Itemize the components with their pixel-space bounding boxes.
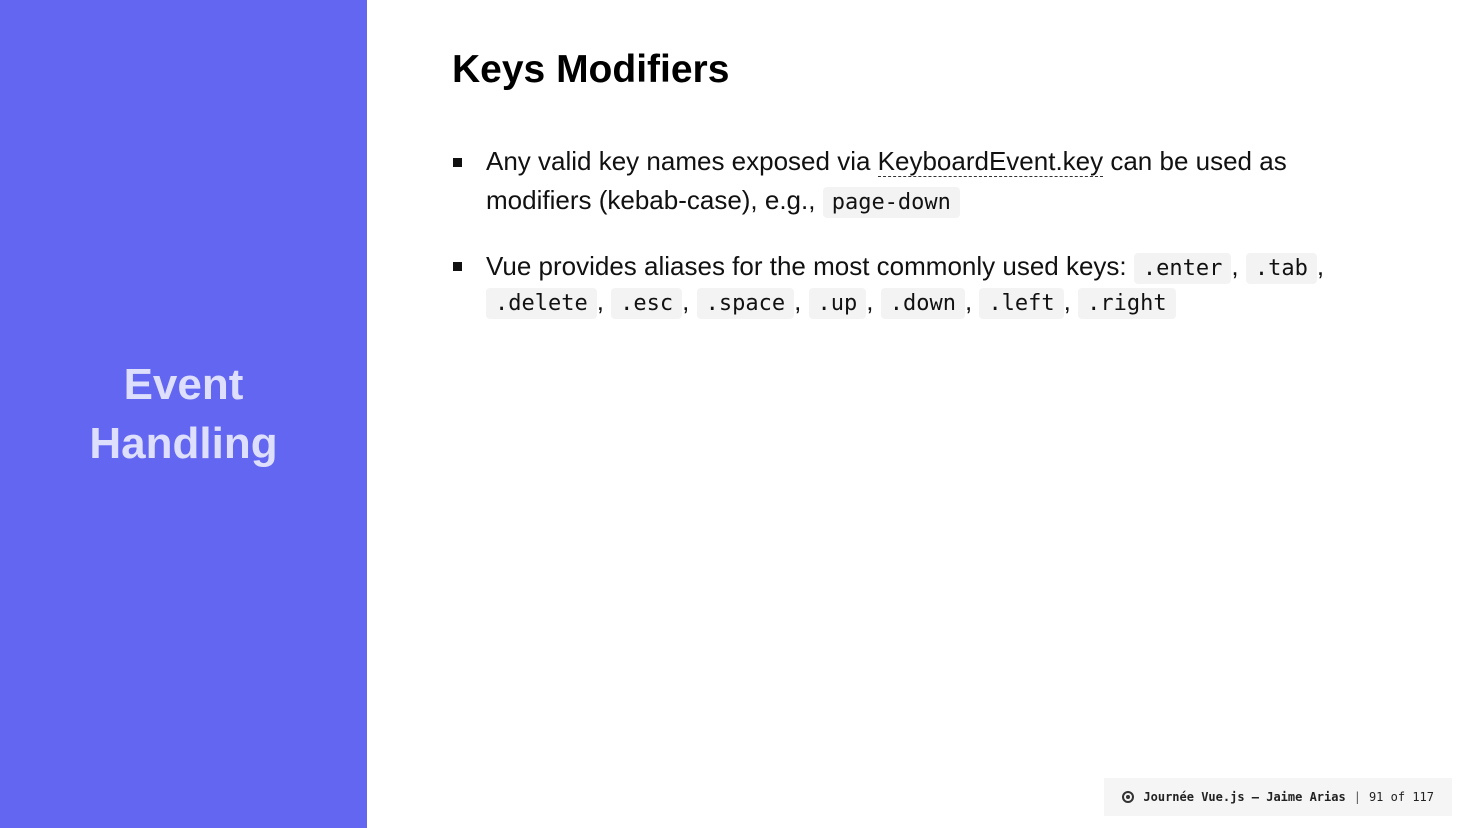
code-alias-esc: .esc: [611, 288, 682, 319]
code-alias-space: .space: [697, 288, 794, 319]
code-alias-down: .down: [881, 288, 965, 319]
bullet-list: [452, 142, 1392, 348]
bullet-item-aliases: Vue provides aliases for the most commonly used keys: .enter , .tab , .delete , .esc , .space , .up , .down , .left , .right: [452, 250, 1392, 320]
bullet2-text: Vue provides aliases for the most commonly used keys:: [486, 251, 1134, 281]
code-alias-enter: .enter: [1134, 253, 1231, 284]
code-alias-up: .up: [809, 288, 867, 319]
bullet-item-key-names: [452, 142, 1392, 222]
page-current: 91: [1368, 790, 1384, 804]
code-alias-right: .right: [1078, 288, 1175, 319]
slide-heading: Keys Modifiers: [452, 48, 730, 91]
vue-logo-icon: [1122, 791, 1134, 803]
bullet-marker-icon: [453, 158, 462, 167]
bullet1-text-after: can be used as modifiers (kebab-case), e.g.,: [486, 146, 1287, 215]
code-alias-delete: .delete: [486, 288, 597, 319]
slide-footer: [1104, 778, 1452, 816]
code-page-down: page-down: [823, 187, 960, 218]
sidebar: [0, 0, 367, 828]
section-title: [64, 355, 304, 474]
section-title-line1: Event: [123, 359, 244, 409]
bullet-marker-icon: [453, 262, 462, 271]
bullet1-text-before: Any valid key names exposed via: [486, 146, 878, 176]
keyboardevent-key-link[interactable]: KeyboardEvent.key: [877, 146, 1104, 176]
footer-separator: |: [1353, 790, 1361, 804]
code-alias-left: .left: [979, 288, 1063, 319]
page-of-label: of: [1390, 790, 1406, 804]
footer-title: Journée Vue.js – Jaime Arias: [1143, 790, 1346, 804]
page-total: 117: [1412, 790, 1434, 804]
section-title-line2: Handling: [89, 419, 278, 468]
code-alias-tab: .tab: [1246, 253, 1317, 284]
